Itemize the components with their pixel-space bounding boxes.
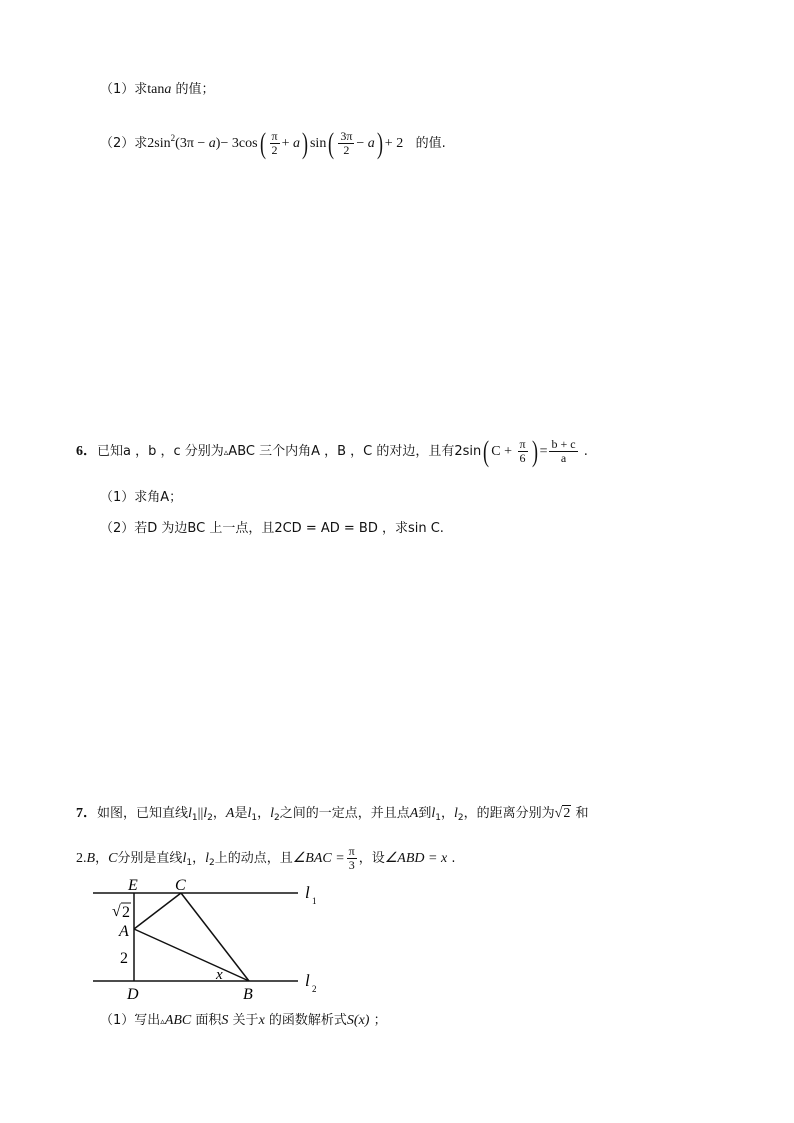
text: 若D 为边BC 上一点，且2CD = AD = BD ，求sin C. xyxy=(134,521,444,536)
question-number: 6． xyxy=(76,444,97,459)
sqrt-symbol: √ xyxy=(112,903,121,920)
segment-AB xyxy=(134,929,249,981)
math: S(x) xyxy=(346,1013,370,1028)
math-var: l xyxy=(182,851,187,866)
math-var: B xyxy=(86,851,96,866)
fraction xyxy=(518,438,528,465)
q7-stem-line2 xyxy=(76,842,455,876)
math: ∠ABD = x xyxy=(384,851,448,866)
text: 的函数解析式 xyxy=(264,1013,347,1028)
text: ， xyxy=(440,806,454,821)
text: 面积 xyxy=(191,1013,222,1028)
segment-CB xyxy=(181,893,249,981)
paren: ( xyxy=(483,434,490,468)
text: 到 xyxy=(418,806,432,821)
geometry-figure xyxy=(88,873,328,1008)
math-var: l xyxy=(188,806,192,821)
q6-stem xyxy=(76,432,588,472)
math-sub: 2 xyxy=(457,813,464,823)
math-sub: 1 xyxy=(186,858,193,868)
text: 求角A； xyxy=(134,490,183,505)
math: C + xyxy=(491,444,516,459)
q7-part1 xyxy=(100,1011,387,1032)
triangle-symbol: ▵ xyxy=(223,448,229,458)
math-var: ABC xyxy=(164,1013,192,1028)
math-var: S xyxy=(221,1013,229,1028)
math-sub: 1 xyxy=(251,813,258,823)
part-label: （1） xyxy=(100,490,135,505)
math-sub: 1 xyxy=(191,813,198,823)
label-2: 2 xyxy=(120,950,128,967)
math-var: l xyxy=(203,806,208,821)
text: 求 xyxy=(134,82,148,97)
math: 2 xyxy=(563,806,571,821)
math: 3π − xyxy=(179,136,209,151)
math-var: a xyxy=(292,136,300,151)
math-var: l xyxy=(247,806,252,821)
text: ， xyxy=(192,851,206,866)
math-var: l xyxy=(270,806,274,821)
math: 2sin xyxy=(147,136,171,151)
part-label: （2） xyxy=(100,521,135,536)
math-sub: 2 xyxy=(208,858,215,868)
math: 2. xyxy=(76,851,87,866)
math-var: A xyxy=(409,806,419,821)
label-C: C xyxy=(175,877,186,894)
q5-part2 xyxy=(100,118,446,158)
part-label: （2） xyxy=(100,136,135,151)
label-A: A xyxy=(119,923,129,940)
text: 如图，已知直线 xyxy=(97,806,189,821)
fraction xyxy=(549,438,577,465)
frac-num: π xyxy=(519,437,526,451)
math: || xyxy=(197,806,204,821)
label-l1: l xyxy=(305,883,310,902)
text: 已知a ，b ，c 分别为 xyxy=(97,444,224,459)
text: ， xyxy=(463,806,477,821)
math-var: a xyxy=(367,136,375,151)
text: . xyxy=(447,851,456,866)
text: 分别是直线 xyxy=(117,851,183,866)
frac-num: π xyxy=(271,129,278,143)
part-label: （1） xyxy=(100,1013,135,1028)
math: + 2 xyxy=(384,136,404,151)
q6-part2 xyxy=(100,519,444,539)
math-var: l xyxy=(431,806,436,821)
text: 的值； xyxy=(175,82,215,97)
math-var: A xyxy=(225,806,235,821)
fraction xyxy=(347,845,357,872)
math: + xyxy=(281,136,293,151)
label-l2: l xyxy=(305,971,310,990)
label-l1-sub: 1 xyxy=(312,896,317,906)
math-var: x xyxy=(258,1013,265,1028)
label-B: B xyxy=(243,986,253,1003)
frac-num: π xyxy=(348,844,355,858)
label-x: x xyxy=(216,967,223,983)
text: 写出 xyxy=(134,1013,161,1028)
sqrt-symbol: √ xyxy=(554,806,563,821)
frac-den: 6 xyxy=(519,451,526,465)
label-D: D xyxy=(127,986,139,1003)
text: 求 xyxy=(134,136,148,151)
paren: ) xyxy=(531,434,538,468)
frac-num: b + c xyxy=(551,437,576,451)
math-var: a xyxy=(208,136,216,151)
paren: ( xyxy=(175,136,180,151)
paren: ) xyxy=(376,126,383,160)
text: ， xyxy=(257,806,271,821)
label-E: E xyxy=(128,877,138,894)
fraction xyxy=(338,130,354,157)
question-number: 7． xyxy=(76,806,97,821)
frac-num: 3π xyxy=(340,129,353,143)
text: ； xyxy=(369,1013,387,1028)
math: tan xyxy=(147,82,165,97)
part-label: （1） xyxy=(100,82,135,97)
math-sub: 1 xyxy=(435,813,441,823)
math: ∠BAC = xyxy=(292,851,345,866)
frac-den: 2 xyxy=(343,143,350,157)
fraction xyxy=(270,130,280,157)
segment-AC xyxy=(134,893,181,929)
paren: ( xyxy=(328,126,335,160)
math: = xyxy=(539,444,548,459)
math-sub: 2 xyxy=(274,813,280,823)
math: sin xyxy=(309,136,327,151)
text: 的值. xyxy=(415,136,446,151)
text: 上的动点，且 xyxy=(214,851,293,866)
text: . xyxy=(579,444,588,459)
q7-stem-line1 xyxy=(76,804,588,828)
math: − 3cos xyxy=(220,136,258,151)
frac-den: 3 xyxy=(348,858,355,872)
q6-part1 xyxy=(100,488,182,508)
label-sqrt2: 2 xyxy=(122,904,130,921)
text: 是 xyxy=(234,806,248,821)
math-var: a xyxy=(164,82,172,97)
triangle-symbol: ▵ xyxy=(160,1017,165,1027)
paren: ( xyxy=(259,126,266,160)
text: ， xyxy=(95,851,109,866)
text: ABC 三个内角A ，B ，C 的对边，且有2sin xyxy=(228,444,482,459)
math-sup: 2 xyxy=(170,133,176,143)
math-var: l xyxy=(453,806,458,821)
text: 和 xyxy=(575,806,589,821)
paren: ) xyxy=(301,126,308,160)
math-var: C xyxy=(108,851,118,866)
paren: ) xyxy=(215,136,221,151)
text: 关于 xyxy=(228,1013,259,1028)
label-l2-sub: 2 xyxy=(312,984,317,994)
text: 之间的一定点，并且点 xyxy=(279,806,410,821)
frac-den: a xyxy=(560,451,567,465)
frac-den: 2 xyxy=(271,143,278,157)
text: 的距离分别为 xyxy=(476,806,555,821)
q5-part1 xyxy=(100,80,215,100)
math: − xyxy=(356,136,368,151)
math-var: l xyxy=(205,851,209,866)
math-sub: 2 xyxy=(207,813,213,823)
text: ，设 xyxy=(358,851,385,866)
text: ， xyxy=(212,806,226,821)
